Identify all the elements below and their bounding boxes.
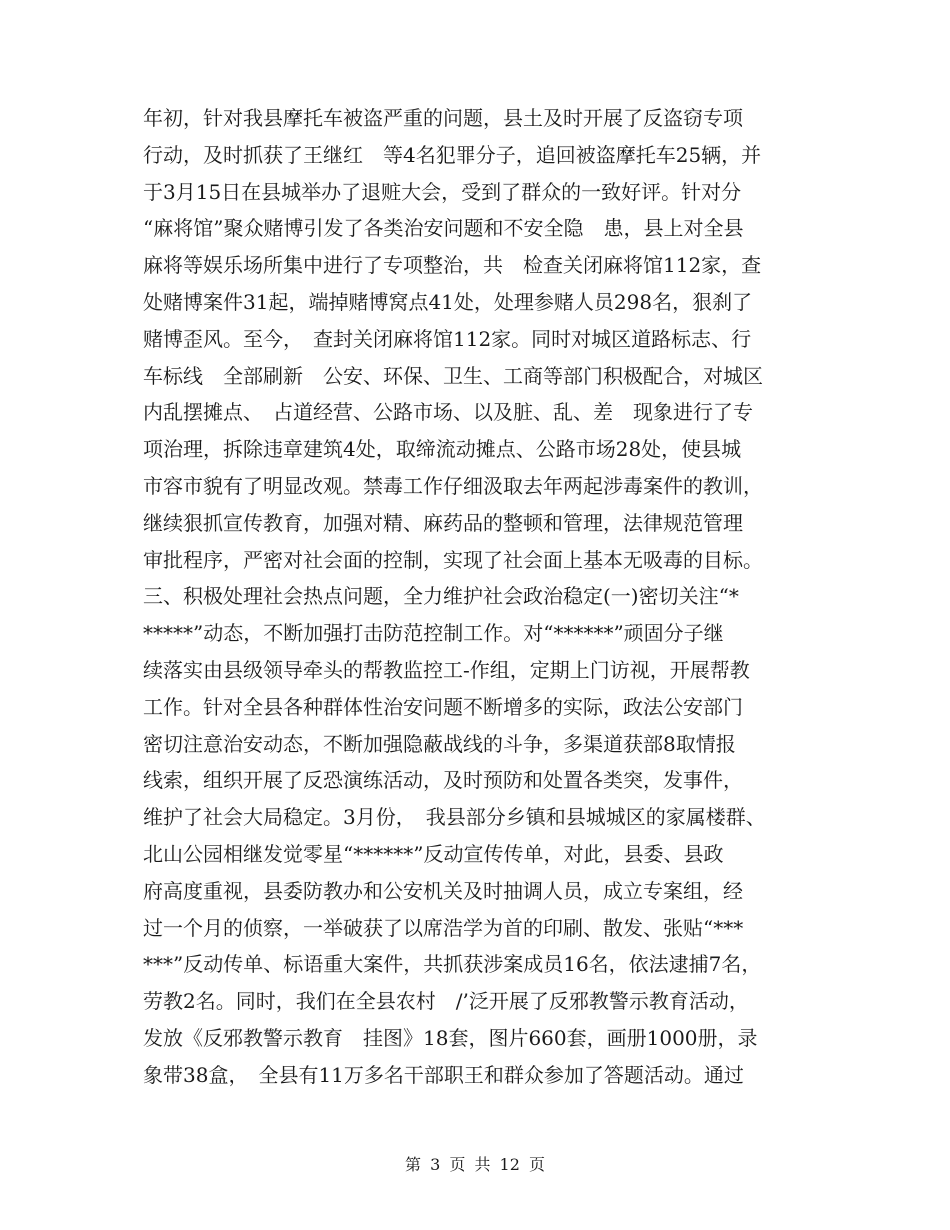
text-line-2: 行动，及时抓获了王继红 等4名犯罪分子，追回被盗摩托车25辆，并 — [143, 142, 762, 167]
text-line-16: 续落实由县级领导牵头的帮教监控工-作组，定期上门访视，开展帮教 — [143, 657, 750, 682]
text-line-23: 过一个月的侦察，一举破获了以席浩学为首的印刷、散发、张贴“*** — [143, 915, 744, 940]
text-line-22: 府高度重视，县委防教办和公安机关及时抽调人员，成立专案组，经 — [143, 878, 743, 903]
text-line-21: 北山公园相继发觉零星“******”反动宣传传单，对此，县委、县政 — [143, 841, 724, 866]
text-line-1: 年初，针对我县摩托车被盗严重的问题，县土及时开展了反盗窃专项 — [143, 106, 743, 130]
text-line-3: 于3月15日在县城举办了退赃大会，受到了群众的一致好评。针对分 — [143, 179, 742, 204]
text-line-20: 维护了社会大局稳定。3月份， 我县部分乡镇和县城城区的家属楼群、 — [143, 805, 766, 830]
text-line-19: 线索，组织开展了反恐演练活动，及时预防和处置各类突，发事件， — [143, 768, 743, 793]
text-line-15: *****”动态，不断加强打击防范控制工作。对“******”顽固分子继 — [143, 621, 724, 646]
text-line-24: ***”反动传单、标语重大案件，共抓获涉案成员16名，依法逮捕7名， — [143, 952, 762, 977]
text-line-12: 继续狠抓宣传教育，加强对精、麻药品的整顿和管理，法律规范管理 — [143, 510, 743, 535]
text-line-27: 象带38盒， 全县有11万多名干部职王和群众参加了答题活动。通过 — [143, 1062, 744, 1087]
text-line-5: 麻将等娱乐场所集中进行了专项整治，共 检查关闭麻将馆112家，查 — [143, 253, 762, 278]
text-line-6: 处赌博案件31起，端掉赌博窝点41处，处理参赌人员298名，狠刹了 — [143, 289, 753, 314]
text-line-17: 工作。针对全县各种群体性治安问题不断增多的实际，政法公安部门 — [143, 694, 743, 719]
text-line-26: 发放《反邪教警示教育 挂图》18套，图片660套，画册1000册，录 — [143, 1025, 758, 1050]
text-line-7: 赌博歪风。至今， 查封关闭麻将馆112家。同时对城区道路标志、行 — [143, 326, 752, 351]
body-text — [143, 100, 823, 1094]
text-line-25: 劳教2名。同时，我们在全县农村 /’泛开展了反邪教警示教育活动， — [143, 989, 749, 1014]
text-line-14: 三、积极处理社会热点问题，全力维护社会政治稳定(一)密切关注“* — [143, 584, 739, 609]
text-line-9: 内乱摆摊点、 占道经营、公路市场、以及脏、乱、差 现象进行了专 — [143, 400, 753, 425]
text-line-10: 项治理，拆除违章建筑4处，取缔流动摊点、公路市场28处，使县城 — [143, 437, 742, 462]
page-footer: 第 3 页 共 12 页 — [405, 1155, 545, 1174]
text-line-8: 车标线 全部刷新 公安、环保、卫生、工商等部门积极配合，对城区 — [143, 363, 763, 388]
text-line-11: 市容市貌有了明显改观。禁毒工作仔细汲取去年两起涉毒案件的教训， — [143, 473, 763, 498]
text-line-18: 密切注意治安动态，不断加强隐蔽战线的斗争，多渠道获部8取情报 — [143, 731, 736, 756]
text-line-4: “麻将馆”聚众赌博引发了各类治安问题和不安全隐 患，县上对全县 — [143, 216, 744, 241]
text-line-13: 审批程序，严密对社会面的控制，实现了社会面上基本无吸毒的目标。 — [143, 547, 763, 572]
